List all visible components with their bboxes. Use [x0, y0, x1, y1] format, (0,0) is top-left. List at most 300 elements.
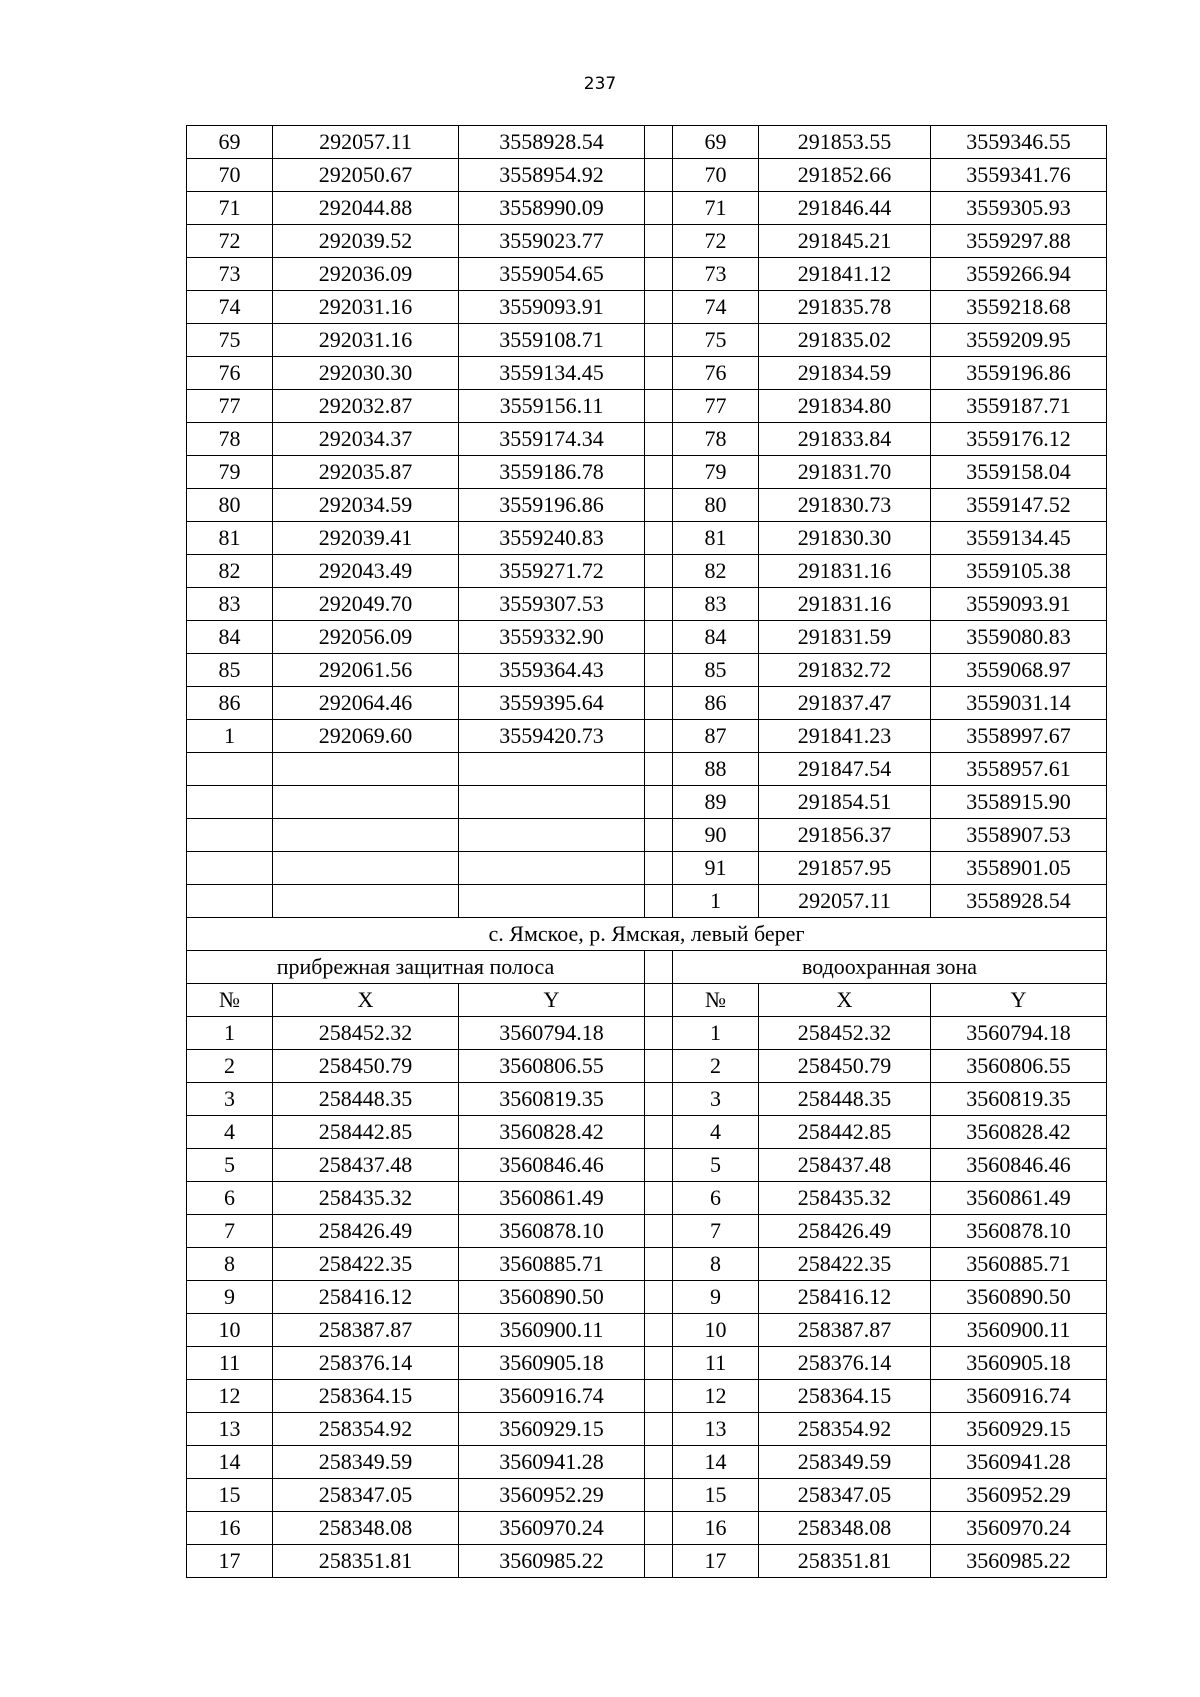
right-x-cell: 291833.84 [759, 423, 931, 456]
table-row [187, 126, 1107, 159]
right-y-cell: 3559176.12 [931, 423, 1107, 456]
left-y-cell: 3560878.10 [459, 1215, 645, 1248]
right-num-cell: 72 [673, 225, 759, 258]
table-row [187, 456, 1107, 489]
right-y-cell: 3560970.24 [931, 1512, 1107, 1545]
left-y-cell: 3559156.11 [459, 390, 645, 423]
left-zone-header: прибрежная защитная полоса [187, 951, 645, 984]
right-x-cell: 258387.87 [759, 1314, 931, 1347]
left-num-cell: 1 [187, 720, 273, 753]
right-y-cell: 3559297.88 [931, 225, 1107, 258]
right-y-cell: 3559080.83 [931, 621, 1107, 654]
left-num-cell [187, 753, 273, 786]
left-col-header-num: № [187, 984, 273, 1017]
left-x-cell [273, 852, 459, 885]
left-x-cell: 258450.79 [273, 1050, 459, 1083]
gap-cell [645, 951, 673, 984]
left-col-header-y: Y [459, 984, 645, 1017]
coordinates-table [186, 125, 1107, 1578]
left-num-cell: 17 [187, 1545, 273, 1578]
left-x-cell: 292031.16 [273, 291, 459, 324]
gap-cell [645, 1512, 673, 1545]
right-col-header-y: Y [931, 984, 1107, 1017]
right-x-cell: 291854.51 [759, 786, 931, 819]
left-x-cell: 258354.92 [273, 1413, 459, 1446]
right-y-cell: 3560806.55 [931, 1050, 1107, 1083]
left-y-cell [459, 885, 645, 918]
right-num-cell: 10 [673, 1314, 759, 1347]
left-y-cell: 3560900.11 [459, 1314, 645, 1347]
right-x-cell: 292057.11 [759, 885, 931, 918]
gap-cell [645, 1545, 673, 1578]
left-y-cell: 3559332.90 [459, 621, 645, 654]
right-y-cell: 3559305.93 [931, 192, 1107, 225]
right-y-cell: 3560846.46 [931, 1149, 1107, 1182]
left-num-cell: 73 [187, 258, 273, 291]
right-num-cell: 17 [673, 1545, 759, 1578]
left-y-cell: 3560846.46 [459, 1149, 645, 1182]
table-row [187, 687, 1107, 720]
right-num-cell: 69 [673, 126, 759, 159]
table-row [187, 522, 1107, 555]
left-num-cell [187, 786, 273, 819]
left-y-cell: 3560794.18 [459, 1017, 645, 1050]
gap-cell [645, 456, 673, 489]
gap-cell [645, 126, 673, 159]
gap-cell [645, 720, 673, 753]
left-x-cell: 258426.49 [273, 1215, 459, 1248]
table-row [187, 852, 1107, 885]
left-y-cell: 3559054.65 [459, 258, 645, 291]
left-num-cell [187, 885, 273, 918]
left-y-cell: 3560970.24 [459, 1512, 645, 1545]
right-y-cell: 3560952.29 [931, 1479, 1107, 1512]
left-x-cell: 292050.67 [273, 159, 459, 192]
right-x-cell: 291831.70 [759, 456, 931, 489]
left-y-cell: 3559307.53 [459, 588, 645, 621]
left-x-cell: 292032.87 [273, 390, 459, 423]
left-y-cell: 3559093.91 [459, 291, 645, 324]
right-x-cell: 291830.30 [759, 522, 931, 555]
left-y-cell: 3559023.77 [459, 225, 645, 258]
gap-cell [645, 1380, 673, 1413]
left-x-cell: 292069.60 [273, 720, 459, 753]
zone-header-row [187, 951, 1107, 984]
right-y-cell: 3560941.28 [931, 1446, 1107, 1479]
right-x-cell: 258422.35 [759, 1248, 931, 1281]
right-y-cell: 3559209.95 [931, 324, 1107, 357]
table-row [187, 654, 1107, 687]
left-num-cell: 84 [187, 621, 273, 654]
left-y-cell: 3560861.49 [459, 1182, 645, 1215]
right-col-header-num: № [673, 984, 759, 1017]
right-x-cell: 258347.05 [759, 1479, 931, 1512]
left-x-cell: 292057.11 [273, 126, 459, 159]
right-num-cell: 80 [673, 489, 759, 522]
left-x-cell [273, 786, 459, 819]
left-y-cell: 3559186.78 [459, 456, 645, 489]
left-x-cell: 292030.30 [273, 357, 459, 390]
right-x-cell: 291857.95 [759, 852, 931, 885]
right-x-cell: 258437.48 [759, 1149, 931, 1182]
section-title: с. Ямское, р. Ямская, левый берег [187, 918, 1107, 951]
section-header [187, 918, 1107, 1017]
right-y-cell: 3560819.35 [931, 1083, 1107, 1116]
left-num-cell: 75 [187, 324, 273, 357]
right-x-cell: 258452.32 [759, 1017, 931, 1050]
right-num-cell: 86 [673, 687, 759, 720]
right-num-cell: 78 [673, 423, 759, 456]
gap-cell [645, 786, 673, 819]
gap-cell [645, 1017, 673, 1050]
table-row [187, 1314, 1107, 1347]
table-row [187, 1149, 1107, 1182]
left-x-cell: 292064.46 [273, 687, 459, 720]
left-x-cell [273, 753, 459, 786]
right-y-cell: 3559134.45 [931, 522, 1107, 555]
right-x-cell: 291835.02 [759, 324, 931, 357]
gap-cell [645, 753, 673, 786]
gap-cell [645, 1281, 673, 1314]
left-num-cell: 78 [187, 423, 273, 456]
left-x-cell: 292039.41 [273, 522, 459, 555]
right-x-cell: 291831.59 [759, 621, 931, 654]
gap-cell [645, 885, 673, 918]
right-y-cell: 3559093.91 [931, 588, 1107, 621]
left-x-cell [273, 819, 459, 852]
left-y-cell: 3558928.54 [459, 126, 645, 159]
left-x-cell: 292061.56 [273, 654, 459, 687]
left-num-cell: 80 [187, 489, 273, 522]
right-x-cell: 291853.55 [759, 126, 931, 159]
left-num-cell: 72 [187, 225, 273, 258]
page-number: 237 [583, 74, 617, 94]
right-num-cell: 2 [673, 1050, 759, 1083]
right-num-cell: 73 [673, 258, 759, 291]
right-x-cell: 291852.66 [759, 159, 931, 192]
right-y-cell: 3560890.50 [931, 1281, 1107, 1314]
left-num-cell: 74 [187, 291, 273, 324]
left-y-cell [459, 753, 645, 786]
left-num-cell: 69 [187, 126, 273, 159]
right-y-cell: 3560929.15 [931, 1413, 1107, 1446]
gap-cell [645, 984, 673, 1017]
right-num-cell: 14 [673, 1446, 759, 1479]
gap-cell [645, 1347, 673, 1380]
gap-cell [645, 489, 673, 522]
right-x-cell: 291841.12 [759, 258, 931, 291]
right-x-cell: 258448.35 [759, 1083, 931, 1116]
left-num-cell: 8 [187, 1248, 273, 1281]
table-row [187, 489, 1107, 522]
right-zone-header: водоохранная зона [673, 951, 1107, 984]
table-row [187, 819, 1107, 852]
right-x-cell: 258376.14 [759, 1347, 931, 1380]
right-y-cell: 3559341.76 [931, 159, 1107, 192]
right-num-cell: 82 [673, 555, 759, 588]
right-y-cell: 3558928.54 [931, 885, 1107, 918]
table-row [187, 1545, 1107, 1578]
right-y-cell: 3559031.14 [931, 687, 1107, 720]
left-x-cell: 258448.35 [273, 1083, 459, 1116]
table-row [187, 1380, 1107, 1413]
left-num-cell: 82 [187, 555, 273, 588]
coordinates-bottom-section [187, 1017, 1107, 1578]
table-row [187, 291, 1107, 324]
gap-cell [645, 1116, 673, 1149]
left-y-cell: 3559364.43 [459, 654, 645, 687]
right-num-cell: 71 [673, 192, 759, 225]
left-y-cell [459, 819, 645, 852]
table-row [187, 357, 1107, 390]
gap-cell [645, 192, 673, 225]
left-num-cell: 81 [187, 522, 273, 555]
right-x-cell: 291845.21 [759, 225, 931, 258]
right-y-cell: 3559105.38 [931, 555, 1107, 588]
left-num-cell: 3 [187, 1083, 273, 1116]
right-x-cell: 291831.16 [759, 588, 931, 621]
table-row [187, 1479, 1107, 1512]
left-y-cell: 3558990.09 [459, 192, 645, 225]
right-num-cell: 91 [673, 852, 759, 885]
left-num-cell: 5 [187, 1149, 273, 1182]
gap-cell [645, 423, 673, 456]
table-row [187, 1446, 1107, 1479]
gap-cell [645, 852, 673, 885]
left-num-cell: 10 [187, 1314, 273, 1347]
right-y-cell: 3559187.71 [931, 390, 1107, 423]
right-num-cell: 89 [673, 786, 759, 819]
right-x-cell: 291847.54 [759, 753, 931, 786]
right-x-cell: 258364.15 [759, 1380, 931, 1413]
left-x-cell: 292044.88 [273, 192, 459, 225]
left-num-cell: 86 [187, 687, 273, 720]
right-num-cell: 77 [673, 390, 759, 423]
right-x-cell: 258450.79 [759, 1050, 931, 1083]
right-num-cell: 83 [673, 588, 759, 621]
right-x-cell: 291832.72 [759, 654, 931, 687]
left-y-cell: 3560916.74 [459, 1380, 645, 1413]
right-num-cell: 5 [673, 1149, 759, 1182]
right-num-cell: 15 [673, 1479, 759, 1512]
table-row [187, 753, 1107, 786]
left-y-cell: 3560885.71 [459, 1248, 645, 1281]
gap-cell [645, 258, 673, 291]
right-num-cell: 87 [673, 720, 759, 753]
right-y-cell: 3558907.53 [931, 819, 1107, 852]
right-x-cell: 291846.44 [759, 192, 931, 225]
gap-cell [645, 1050, 673, 1083]
left-x-cell: 292039.52 [273, 225, 459, 258]
right-num-cell: 90 [673, 819, 759, 852]
gap-cell [645, 1083, 673, 1116]
table-row [187, 1281, 1107, 1314]
table-row [187, 159, 1107, 192]
left-y-cell: 3560806.55 [459, 1050, 645, 1083]
right-num-cell: 75 [673, 324, 759, 357]
right-x-cell: 258351.81 [759, 1545, 931, 1578]
left-x-cell: 292035.87 [273, 456, 459, 489]
column-header-row [187, 984, 1107, 1017]
right-num-cell: 76 [673, 357, 759, 390]
left-num-cell: 70 [187, 159, 273, 192]
gap-cell [645, 555, 673, 588]
right-num-cell: 85 [673, 654, 759, 687]
left-num-cell: 4 [187, 1116, 273, 1149]
left-x-cell: 258437.48 [273, 1149, 459, 1182]
left-num-cell: 6 [187, 1182, 273, 1215]
left-num-cell: 83 [187, 588, 273, 621]
table-row [187, 1248, 1107, 1281]
left-num-cell: 1 [187, 1017, 273, 1050]
left-x-cell: 258452.32 [273, 1017, 459, 1050]
right-y-cell: 3559346.55 [931, 126, 1107, 159]
right-y-cell: 3558915.90 [931, 786, 1107, 819]
left-num-cell: 76 [187, 357, 273, 390]
gap-cell [645, 819, 673, 852]
right-y-cell: 3560794.18 [931, 1017, 1107, 1050]
right-y-cell: 3559196.86 [931, 357, 1107, 390]
right-x-cell: 291841.23 [759, 720, 931, 753]
right-x-cell: 291856.37 [759, 819, 931, 852]
gap-cell [645, 588, 673, 621]
right-x-cell: 258442.85 [759, 1116, 931, 1149]
left-x-cell [273, 885, 459, 918]
gap-cell [645, 1182, 673, 1215]
right-x-cell: 258354.92 [759, 1413, 931, 1446]
left-num-cell: 85 [187, 654, 273, 687]
left-x-cell: 258347.05 [273, 1479, 459, 1512]
right-num-cell: 7 [673, 1215, 759, 1248]
table-row [187, 192, 1107, 225]
right-y-cell: 3560828.42 [931, 1116, 1107, 1149]
left-x-cell: 292043.49 [273, 555, 459, 588]
left-y-cell: 3560905.18 [459, 1347, 645, 1380]
table-row [187, 1116, 1107, 1149]
gap-cell [645, 522, 673, 555]
gap-cell [645, 1479, 673, 1512]
left-x-cell: 258364.15 [273, 1380, 459, 1413]
left-num-cell: 11 [187, 1347, 273, 1380]
right-x-cell: 258426.49 [759, 1215, 931, 1248]
right-num-cell: 9 [673, 1281, 759, 1314]
left-x-cell: 258422.35 [273, 1248, 459, 1281]
right-x-cell: 291837.47 [759, 687, 931, 720]
right-y-cell: 3560861.49 [931, 1182, 1107, 1215]
left-y-cell: 3559240.83 [459, 522, 645, 555]
right-y-cell: 3560900.11 [931, 1314, 1107, 1347]
table-row [187, 324, 1107, 357]
left-num-cell: 7 [187, 1215, 273, 1248]
left-y-cell: 3559196.86 [459, 489, 645, 522]
left-x-cell: 258387.87 [273, 1314, 459, 1347]
table-row [187, 1215, 1107, 1248]
left-y-cell: 3559395.64 [459, 687, 645, 720]
left-num-cell: 71 [187, 192, 273, 225]
table-row [187, 1512, 1107, 1545]
left-y-cell: 3559134.45 [459, 357, 645, 390]
right-x-cell: 291835.78 [759, 291, 931, 324]
coordinates-top-section [187, 126, 1107, 918]
left-x-cell: 292031.16 [273, 324, 459, 357]
left-x-cell: 258349.59 [273, 1446, 459, 1479]
left-x-cell: 258351.81 [273, 1545, 459, 1578]
left-num-cell: 77 [187, 390, 273, 423]
right-y-cell: 3558997.67 [931, 720, 1107, 753]
gap-cell [645, 225, 673, 258]
table-row [187, 423, 1107, 456]
gap-cell [645, 1413, 673, 1446]
right-x-cell: 291830.73 [759, 489, 931, 522]
right-y-cell: 3560985.22 [931, 1545, 1107, 1578]
right-num-cell: 1 [673, 885, 759, 918]
table-row [187, 621, 1107, 654]
right-y-cell: 3560916.74 [931, 1380, 1107, 1413]
left-col-header-x: X [273, 984, 459, 1017]
right-num-cell: 70 [673, 159, 759, 192]
left-x-cell: 292056.09 [273, 621, 459, 654]
right-col-header-x: X [759, 984, 931, 1017]
gap-cell [645, 390, 673, 423]
gap-cell [645, 654, 673, 687]
gap-cell [645, 1149, 673, 1182]
left-x-cell: 258416.12 [273, 1281, 459, 1314]
right-num-cell: 79 [673, 456, 759, 489]
right-num-cell: 74 [673, 291, 759, 324]
left-x-cell: 292034.59 [273, 489, 459, 522]
left-num-cell: 2 [187, 1050, 273, 1083]
gap-cell [645, 621, 673, 654]
right-y-cell: 3560885.71 [931, 1248, 1107, 1281]
table-row [187, 786, 1107, 819]
right-num-cell: 84 [673, 621, 759, 654]
table-row [187, 258, 1107, 291]
left-x-cell: 292049.70 [273, 588, 459, 621]
left-y-cell: 3559271.72 [459, 555, 645, 588]
table-row [187, 1017, 1107, 1050]
right-y-cell: 3559266.94 [931, 258, 1107, 291]
left-y-cell: 3560929.15 [459, 1413, 645, 1446]
right-num-cell: 13 [673, 1413, 759, 1446]
left-y-cell: 3560952.29 [459, 1479, 645, 1512]
gap-cell [645, 1446, 673, 1479]
table-row [187, 1413, 1107, 1446]
gap-cell [645, 687, 673, 720]
right-y-cell: 3559147.52 [931, 489, 1107, 522]
left-x-cell: 258348.08 [273, 1512, 459, 1545]
table-row [187, 555, 1107, 588]
left-y-cell: 3560941.28 [459, 1446, 645, 1479]
right-y-cell: 3560878.10 [931, 1215, 1107, 1248]
right-num-cell: 4 [673, 1116, 759, 1149]
table-row [187, 720, 1107, 753]
left-x-cell: 258435.32 [273, 1182, 459, 1215]
right-num-cell: 11 [673, 1347, 759, 1380]
gap-cell [645, 291, 673, 324]
left-y-cell: 3560890.50 [459, 1281, 645, 1314]
gap-cell [645, 1215, 673, 1248]
right-x-cell: 291831.16 [759, 555, 931, 588]
left-num-cell: 12 [187, 1380, 273, 1413]
left-y-cell: 3560819.35 [459, 1083, 645, 1116]
right-y-cell: 3559158.04 [931, 456, 1107, 489]
left-num-cell: 79 [187, 456, 273, 489]
gap-cell [645, 159, 673, 192]
left-y-cell: 3560828.42 [459, 1116, 645, 1149]
left-num-cell: 16 [187, 1512, 273, 1545]
left-y-cell: 3559108.71 [459, 324, 645, 357]
table-row [187, 1182, 1107, 1215]
